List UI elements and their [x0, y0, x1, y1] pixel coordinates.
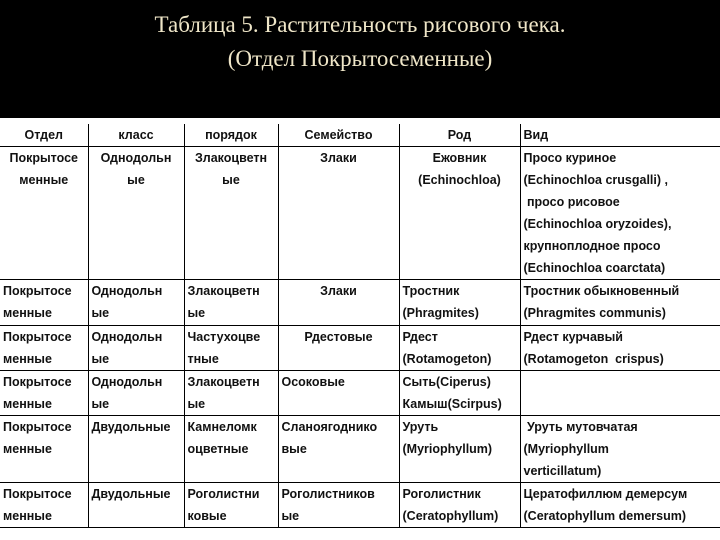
- cell-class: [88, 483, 184, 528]
- cell-species: [520, 147, 720, 280]
- cell-line: крупноплодное просо: [523, 239, 661, 253]
- cell-line: Ежовник: [432, 151, 487, 165]
- cell-line: Покрытосе: [3, 420, 72, 434]
- cell-line: Осоковые: [281, 375, 345, 389]
- cell-line: тные: [187, 352, 219, 366]
- cell-line: Двудольные: [91, 420, 171, 434]
- cell-line: Роголистников: [281, 487, 375, 501]
- header-species: Вид: [520, 124, 720, 147]
- cell-line: Злаки: [320, 151, 357, 165]
- cell-division: [0, 371, 88, 416]
- cell-species: [520, 280, 720, 326]
- cell-line: Камыш(Scirpus): [402, 397, 502, 411]
- cell-line: Двудольные: [91, 487, 171, 501]
- title-line-1: Таблица 5. Растительность рисового чека.: [154, 12, 566, 37]
- cell-line: (Echinochloa): [418, 173, 501, 187]
- cell-family: [278, 416, 399, 483]
- cell-species: [520, 416, 720, 483]
- cell-line: Покрытосе: [3, 330, 72, 344]
- cell-line: ые: [91, 306, 110, 320]
- table-row: [0, 280, 720, 326]
- cell-line: ые: [187, 397, 206, 411]
- cell-line: Однодольн: [91, 330, 163, 344]
- cell-line: Покрытосе: [3, 284, 72, 298]
- cell-line: Покрытосе: [3, 375, 72, 389]
- cell-family: [278, 371, 399, 416]
- cell-line: ые: [127, 173, 145, 187]
- cell-family: [278, 280, 399, 326]
- cell-genus: [399, 326, 520, 371]
- cell-line: просо рисовое: [523, 195, 620, 209]
- cell-line: Злакоцветн: [187, 284, 260, 298]
- table-row: [0, 483, 720, 528]
- cell-class: [88, 416, 184, 483]
- vegetation-table: [0, 124, 720, 528]
- cell-line: Тростник: [402, 284, 460, 298]
- header-class: класс: [88, 124, 184, 147]
- cell-line: (Rotamogeton): [402, 352, 492, 366]
- cell-line: оцветные: [187, 442, 249, 456]
- cell-line: ые: [281, 509, 300, 523]
- cell-line: Покрытосе: [9, 151, 79, 165]
- cell-line: Уруть мутовчатая: [523, 420, 638, 434]
- table-row: [0, 371, 720, 416]
- cell-line: вые: [281, 442, 307, 456]
- header-family: Семейство: [278, 124, 399, 147]
- cell-line: (Echinochloa crusgalli) ,: [523, 173, 668, 187]
- cell-family: [278, 483, 399, 528]
- cell-line: менные: [3, 509, 52, 523]
- cell-line: ые: [222, 173, 240, 187]
- cell-line: Камнеломк: [187, 420, 257, 434]
- cell-line: Сланоягоднико: [281, 420, 378, 434]
- cell-family: [278, 147, 399, 280]
- cell-genus: [399, 371, 520, 416]
- cell-division: [0, 326, 88, 371]
- cell-class: [88, 280, 184, 326]
- cell-genus: [399, 147, 520, 280]
- cell-line: (Myriophyllum): [402, 442, 493, 456]
- title-line-2: (Отдел Покрытосеменные): [227, 46, 493, 71]
- cell-genus: [399, 483, 520, 528]
- table-row: [0, 416, 720, 483]
- cell-order: [184, 280, 278, 326]
- cell-line: Сыть(Ciperus): [402, 375, 491, 389]
- cell-line: (Echinochloa coarctata): [523, 261, 666, 275]
- cell-division: [0, 416, 88, 483]
- table-row: [0, 147, 720, 280]
- cell-line: менные: [3, 442, 52, 456]
- cell-line: ые: [91, 352, 110, 366]
- slide-title: [0, 8, 720, 76]
- cell-line: Рдестовые: [304, 330, 373, 344]
- cell-species: [520, 371, 720, 416]
- cell-line: Однодольн: [100, 151, 172, 165]
- cell-line: менные: [19, 173, 69, 187]
- cell-line: (Echinochloa oryzoides),: [523, 217, 672, 231]
- table-row: [0, 326, 720, 371]
- cell-order: [184, 483, 278, 528]
- title-banner: [0, 0, 720, 118]
- cell-line: Рдест курчавый: [523, 330, 623, 344]
- cell-line: (Rotamogeton crispus): [523, 352, 664, 366]
- cell-line: Роголистни: [187, 487, 260, 501]
- cell-line: менные: [3, 397, 52, 411]
- cell-genus: [399, 416, 520, 483]
- cell-line: Цератофиллюм демерсум: [523, 487, 688, 501]
- cell-division: [0, 280, 88, 326]
- cell-division: [0, 483, 88, 528]
- header-division: Отдел: [0, 124, 88, 147]
- cell-line: (Ceratophyllum): [402, 509, 499, 523]
- table-header-row: [0, 124, 720, 147]
- cell-order: [184, 416, 278, 483]
- cell-line: Рдест: [402, 330, 438, 344]
- cell-line: (Phragmites communis): [523, 306, 666, 320]
- cell-line: verticillatum): [523, 464, 602, 478]
- cell-line: ые: [187, 306, 206, 320]
- cell-line: Просо куриное: [523, 151, 617, 165]
- cell-line: Роголистник: [402, 487, 481, 501]
- cell-order: [184, 147, 278, 280]
- cell-line: (Phragmites): [402, 306, 479, 320]
- cell-order: [184, 371, 278, 416]
- cell-line: Злакоцветн: [194, 151, 268, 165]
- cell-line: Уруть: [402, 420, 439, 434]
- cell-line: Тростник обыкновенный: [523, 284, 680, 298]
- cell-line: Однодольн: [91, 375, 163, 389]
- cell-line: ые: [91, 397, 110, 411]
- cell-line: (Ceratophyllum demersum): [523, 509, 687, 523]
- cell-line: Злакоцветн: [187, 375, 260, 389]
- cell-class: [88, 371, 184, 416]
- cell-class: [88, 326, 184, 371]
- cell-species: [520, 483, 720, 528]
- cell-line: менные: [3, 306, 52, 320]
- cell-line: (Myriophyllum: [523, 442, 609, 456]
- cell-line: Частухоцве: [187, 330, 261, 344]
- cell-line: Покрытосе: [3, 487, 72, 501]
- header-genus: Род: [399, 124, 520, 147]
- cell-line: Однодольн: [91, 284, 163, 298]
- cell-division: [0, 147, 88, 280]
- cell-line: Злаки: [320, 284, 357, 298]
- cell-order: [184, 326, 278, 371]
- cell-genus: [399, 280, 520, 326]
- header-order: порядок: [184, 124, 278, 147]
- cell-species: [520, 326, 720, 371]
- cell-class: [88, 147, 184, 280]
- cell-family: [278, 326, 399, 371]
- cell-line: ковые: [187, 509, 227, 523]
- cell-line: менные: [3, 352, 52, 366]
